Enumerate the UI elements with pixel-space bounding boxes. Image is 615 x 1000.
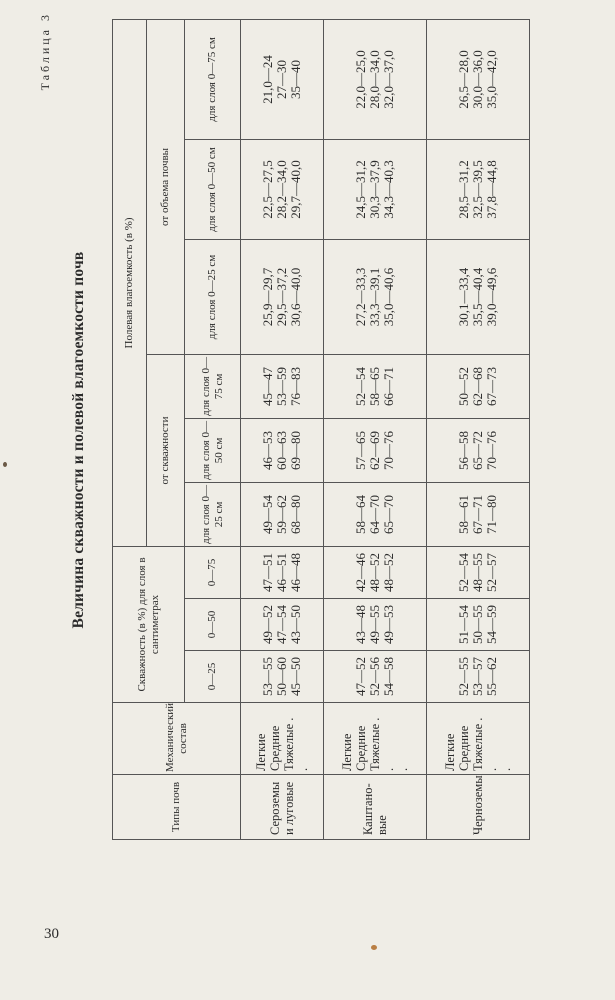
- value-cell: 51—54 50—55 54—59: [427, 599, 530, 651]
- value-cell: 45—47 53—59 76—83: [241, 354, 324, 418]
- mechanical-cell: [241, 703, 324, 775]
- page-number: 30: [44, 926, 59, 942]
- header-porosity: Скважность (в %) для слоя в сантиметрах: [113, 546, 185, 702]
- table-row: [427, 19, 530, 839]
- value-cell: 21,0—24 27—30 35—40: [241, 19, 324, 139]
- value-cell: 43—48 49—55 49—53: [324, 599, 427, 651]
- value-cell: 56—58 65—72 70—76: [427, 418, 530, 482]
- header-of-porosity-layer: для слоя 0—25 см: [185, 482, 241, 546]
- value-cell: 49—52 47—54 43—50: [241, 599, 324, 651]
- running-header: Таблица 3: [38, 12, 52, 91]
- value-cell: 42—46 48—52 48—52: [324, 546, 427, 598]
- data-table: [112, 19, 530, 840]
- value-cell: 57—65 62—69 70—76: [324, 418, 427, 482]
- value-cell: 28,5—31,2 32,5—39,5 37,8—44,8: [427, 139, 530, 239]
- value-cell: 58—64 64—70 65—70: [324, 482, 427, 546]
- table-row: [241, 19, 324, 839]
- mechanical-cell: [427, 703, 530, 775]
- dot-leaders: . . .: [471, 717, 514, 771]
- value-cell: 52—55 53—57 55—62: [427, 651, 530, 703]
- header-porosity-layer: 0—25: [185, 651, 241, 703]
- dot-leaders: . . .: [368, 717, 411, 771]
- value-cell: 22,5—27,5 28,2—34,0 29,7—40,0: [241, 139, 324, 239]
- value-cell: 50—52 62—68 67—73: [427, 354, 530, 418]
- table-title: Величина скважности и полевой влагоемкости почв: [70, 251, 87, 629]
- ink-speck: [371, 945, 377, 950]
- value-cell: 47—51 46—51 46—48: [241, 546, 324, 598]
- mechanical-cell: [324, 703, 427, 775]
- value-cell: 47—52 52—56 54—58: [324, 651, 427, 703]
- value-cell: 22,0—25,0 28,0—34,0 32,0—37,0: [324, 19, 427, 139]
- mechanical-text: Легкие Средние Тяжелые: [254, 723, 297, 771]
- value-cell: 52—54 48—55 52—57: [427, 546, 530, 598]
- value-cell: 26,5—28,0 30,0—36,0 35,0—42,0: [427, 19, 530, 139]
- value-cell: 27,2—33,3 33,3—39,1 35,0—40,6: [324, 239, 427, 354]
- header-porosity-layer: 0—75: [185, 546, 241, 598]
- dot-leaders: . .: [282, 717, 311, 771]
- header-field-capacity: Полевая влагоемкость (в %): [113, 19, 147, 546]
- header-of-porosity-layer: для слоя 0—75 см: [185, 354, 241, 418]
- value-cell: 46—53 60—63 69—80: [241, 418, 324, 482]
- header-of-porosity-layer: для слоя 0—50 см: [185, 418, 241, 482]
- value-cell: 58—61 67—71 71—80: [427, 482, 530, 546]
- header-of-volume-layer: для слоя 0—50 см: [185, 139, 241, 239]
- mechanical-text: Легкие Средние Тяжелые: [340, 723, 383, 771]
- value-cell: 25,9—29,7 29,5—37,2 30,6—40,0: [241, 239, 324, 354]
- value-cell: 53—55 50—60 45—50: [241, 651, 324, 703]
- mechanical-text: Легкие Средние Тяжелые: [443, 723, 486, 771]
- header-of-volume-layer: для слоя 0—25 см: [185, 239, 241, 354]
- header-porosity-layer: 0—50: [185, 599, 241, 651]
- header-soil-type: Типы почв: [113, 775, 241, 840]
- header-of-porosity: от скважности: [147, 354, 185, 546]
- value-cell: 24,5—31,2 30,3—37,9 34,3—40,3: [324, 139, 427, 239]
- header-of-volume: от объема почвы: [147, 19, 185, 354]
- soil-type-cell: Каштано- вые: [324, 775, 427, 840]
- soil-type-cell: Сероземы и луговые: [241, 775, 324, 840]
- header-mechanical: Механический состав: [113, 703, 241, 775]
- table-row: [324, 19, 427, 839]
- header-of-volume-layer: для слоя 0—75 см: [185, 19, 241, 139]
- value-cell: 30,1—33,4 35,5—40,4 39,0—49,6: [427, 239, 530, 354]
- value-cell: 49—54 59—62 68—80: [241, 482, 324, 546]
- value-cell: 52—54 58—65 66—71: [324, 354, 427, 418]
- soil-type-cell: Черноземы: [427, 775, 530, 840]
